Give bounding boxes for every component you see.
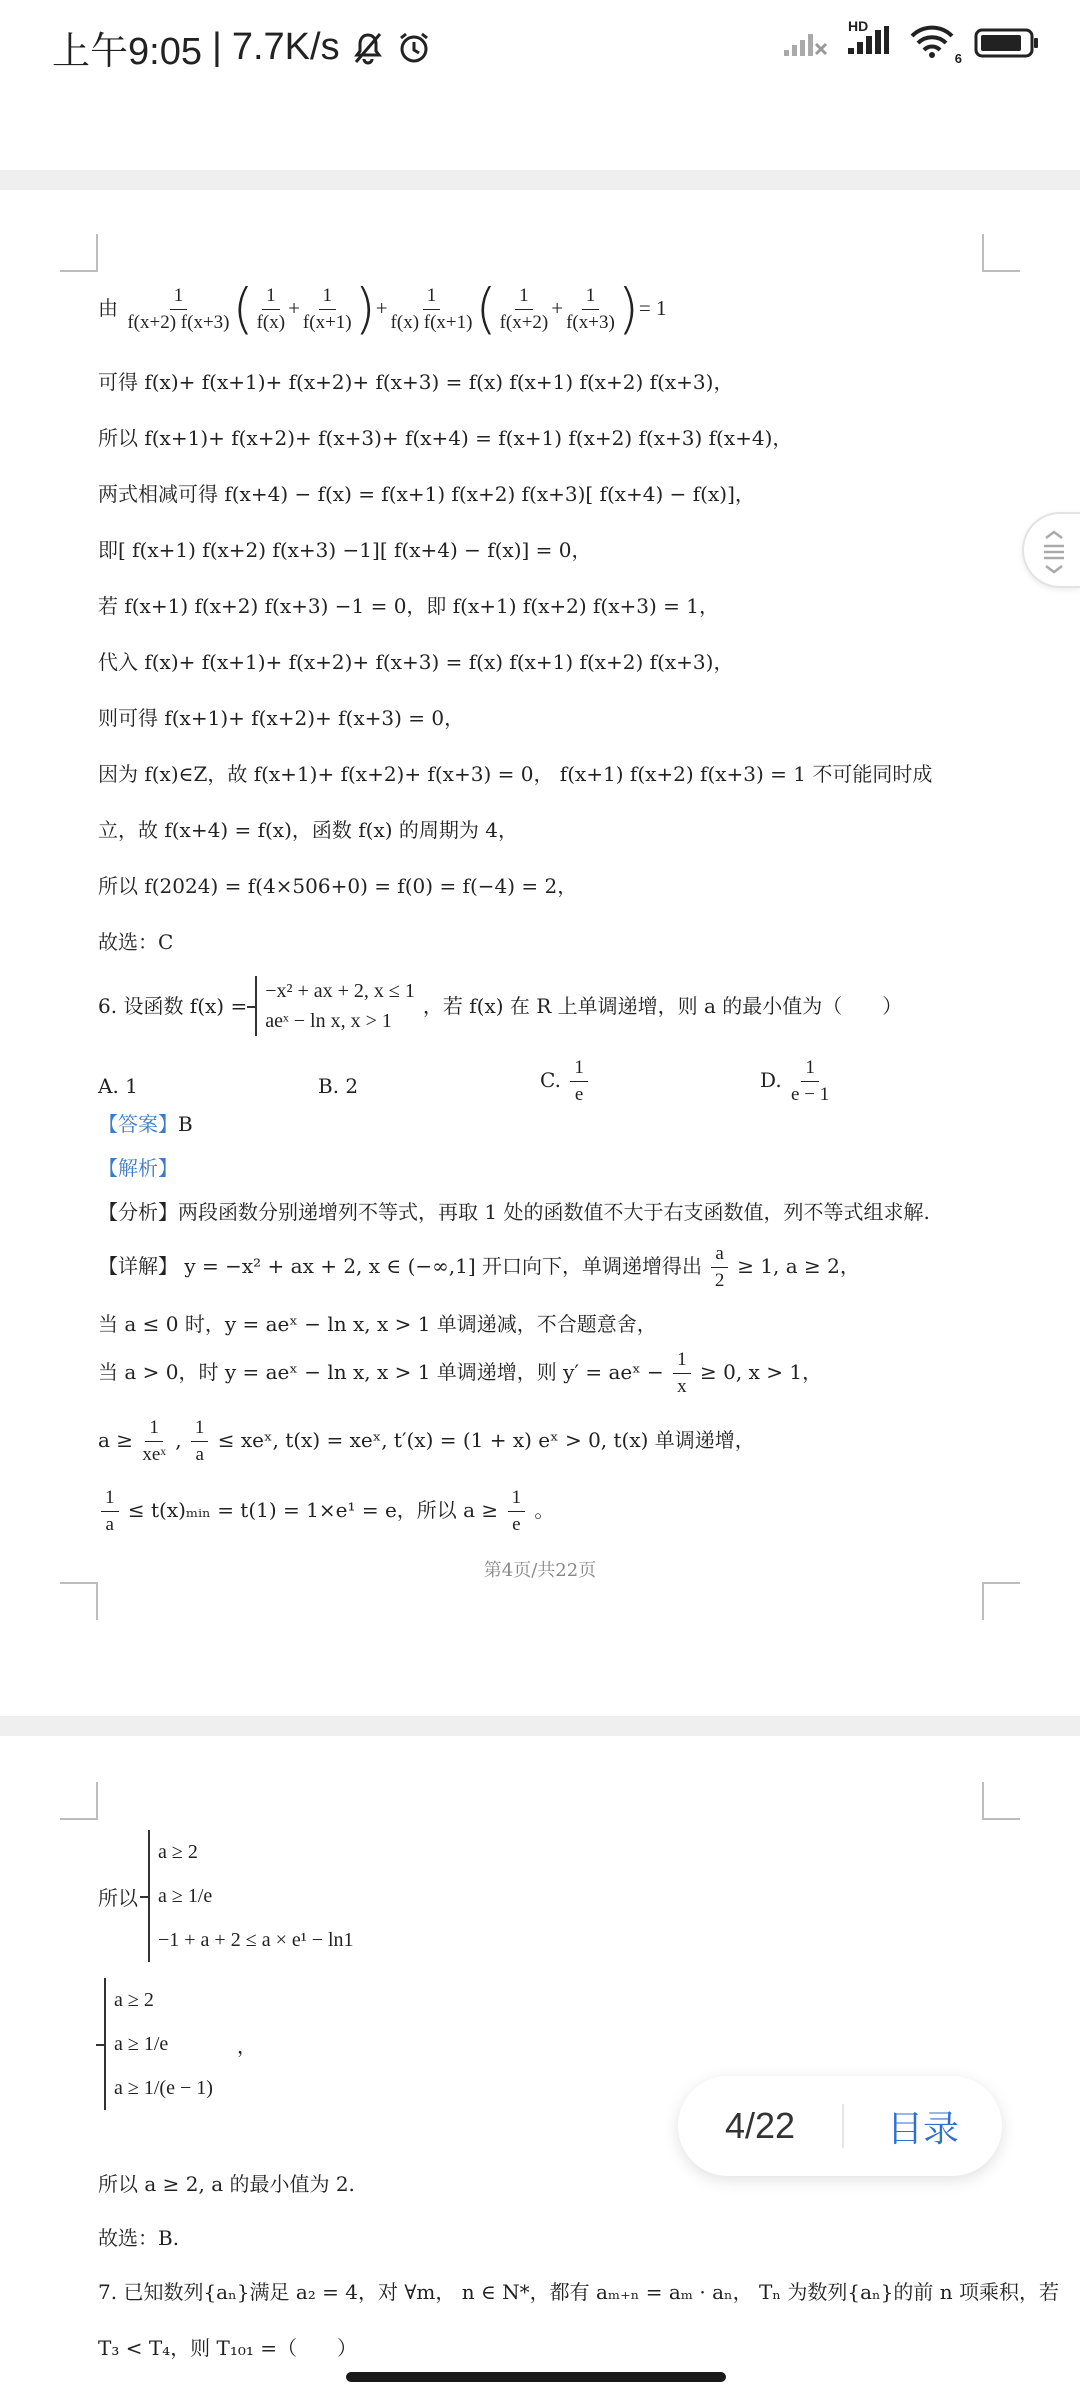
option-b: B. 2: [318, 1074, 359, 1098]
option-c: C. $\frac{1}{e}$: [540, 1052, 591, 1108]
analysis-tag: 【解析】: [98, 1156, 178, 1180]
signal-hd-group: [846, 18, 890, 60]
option-a: A. 1: [98, 1074, 138, 1098]
page-footer-number: 第4页/共22页: [483, 1560, 597, 1581]
piecewise-cases: −x² + ax + 2, x ≤ 1 aeˣ − ln x, x > 1: [255, 976, 415, 1036]
text-line: 代入 f(x)+ f(x+1)+ f(x+2)+ f(x+3) = f(x) f(x+1) f(x+2) f(x+3)，: [98, 650, 734, 674]
question-7: 7. 已知数列{aₙ}满足 a₂ = 4，对 ∀m， n ∈ N*，都有 aₘ₊ₙ = aₘ · aₙ， Tₙ 为数列{aₙ}的前 n 项乘积，若: [98, 2280, 1060, 2304]
text-line: 则可得 f(x+1)+ f(x+2)+ f(x+3) = 0，: [98, 706, 465, 730]
wifi-icon: [908, 24, 956, 58]
alarm-icon: [396, 30, 432, 66]
fraction: $\frac{1}{f(x+2) f(x+3)}$: [127, 285, 230, 333]
page-corner-mark: [982, 234, 1020, 272]
text-line: 立，故 f(x+4) = f(x)，函数 f(x) 的周期为 4，: [98, 818, 518, 842]
battery-icon: [974, 27, 1040, 59]
detail-line: 【详解】 y = −x² + ax + 2, x ∈ (−∞,1] 开口向下，单调递增得出 $\frac{a}{2}$ ≥ 1, a ≥ 2，: [98, 1243, 860, 1291]
text-line: 因为 f(x)∈Z，故 f(x+1)+ f(x+2)+ f(x+3) = 0， f(x+1) f(x+2) f(x+3) = 1 不可能同时成: [98, 762, 933, 786]
home-indicator[interactable]: [346, 2372, 726, 2382]
fraction: $\frac{1}{f(x)}$: [256, 285, 286, 333]
choice-line: 故选：B.: [98, 2226, 180, 2250]
page-count: 4/22: [724, 2105, 796, 2146]
inequality-system-2: a ≥ 2 a ≥ 1/e a ≥ 1/(e − 1) ，: [104, 1978, 257, 2110]
analysis-summary: 【分析】两段函数分别递增列不等式，再取 1 处的函数值不大于右支函数值，列不等式组求解.: [98, 1200, 930, 1224]
toc-button[interactable]: 目录: [886, 2108, 959, 2150]
text-line: 所以 f(x+1)+ f(x+2)+ f(x+3)+ f(x+4) = f(x+1) f(x+2) f(x+3) f(x+4)，: [98, 426, 793, 450]
wifi-group: [908, 24, 962, 66]
status-left: [52, 20, 432, 75]
page-corner-mark: [60, 1582, 98, 1620]
status-time: 上午9:05: [52, 31, 202, 73]
drag-handle-icon: [1034, 522, 1074, 582]
status-separator: |: [211, 26, 222, 68]
text-line: $\frac{1}{a}$ ≤ t(x)ₘᵢₙ = t(1) = 1×e¹ = e，所以 a ≥ $\frac{1}{e}$ 。: [98, 1478, 554, 1542]
text-line: 两式相减可得 f(x+4) − f(x) = f(x+1) f(x+2) f(x+3)[ f(x+4) − f(x)]，: [98, 482, 755, 506]
page-indicator: [678, 2076, 1002, 2176]
text-line: 当 a ≤ 0 时，y = aeˣ − ln x, x > 1 单调递减，不合题意舍，: [98, 1312, 657, 1336]
bell-muted-icon: [350, 30, 386, 66]
answer-line: [98, 1108, 193, 1140]
page-corner-mark: [982, 1582, 1020, 1620]
conclusion-line: 所以 a ≥ 2, a 的最小值为 2.: [98, 2172, 355, 2196]
document-page-4: [0, 190, 1080, 1716]
fraction: $\frac{1}{f(x+1)}$: [302, 285, 352, 333]
answer-tag: 【答案】: [98, 1112, 178, 1136]
text-line: 当 a > 0，时 y = aeˣ − ln x, x > 1 单调递增，则 y′ = aeˣ − $\frac{1}{x}$ ≥ 0, x > 1，: [98, 1349, 823, 1397]
page-corner-mark: [60, 1782, 98, 1820]
wifi-version: 6: [954, 51, 962, 66]
text-line: 故选：C: [98, 930, 174, 954]
text-line: 若 f(x+1) f(x+2) f(x+3) −1 = 0，即 f(x+1) f(x+2) f(x+3) = 1，: [98, 594, 719, 618]
page-gap: [0, 1716, 1080, 1736]
page-corner-mark: [982, 1782, 1020, 1820]
status-net-speed: 7.7K/s: [231, 26, 340, 68]
text-line: 可得 f(x)+ f(x+1)+ f(x+2)+ f(x+3) = f(x) f(x+1) f(x+2) f(x+3)，: [98, 370, 734, 394]
text-line: 即[ f(x+1) f(x+2) f(x+3) −1][ f(x+4) − f(x)] = 0，: [98, 538, 592, 562]
fraction: $\frac{1}{f(x) f(x+1)}$: [390, 285, 473, 333]
text-line: a ≥ $\frac{1}{\text{xeˣ}}$ , $\frac{1}{a}$ ≤ xeˣ, t(x) = xeˣ, t′(x) = (1 + x) eˣ > 0, t(x) 单调递增，: [98, 1417, 755, 1465]
signal-off-icon: [782, 28, 828, 58]
answer-value: B: [178, 1112, 193, 1136]
question-6: 6. 设函数 f(x) = −x² + ax + 2, x ≤ 1 aeˣ − ln x, x > 1 ，若 f(x) 在 R 上单调递增，则 a 的最小值为（ ）: [98, 974, 902, 1038]
fraction: $\frac{1}{f(x+3)}$: [566, 285, 615, 333]
hd-label: HD: [848, 18, 869, 34]
text-line: 所以 f(2024) = f(4×506+0) = f(0) = f(−4) = 2，: [98, 874, 578, 898]
status-bar: [0, 0, 1080, 170]
equation-line-1: 由 $\frac{1}{f(x+2) f(x+3)}$ ( $\frac{1}{f(x)}$ + $\frac{1}{f(x+1)}$ )+ $\frac{1}{f(x) f(x+1)}$ ( $\frac{1}{f(x+2)}$ + $\frac{1}{f(x+3)}$ )= 1: [98, 277, 667, 341]
page-gap: [0, 170, 1080, 190]
fraction: $\frac{1}{f(x+2)}$: [499, 285, 549, 333]
inequality-system-1: 所以 a ≥ 2 a ≥ 1/e −1 + a + 2 ≤ a × e¹ − ln1: [98, 1830, 354, 1962]
question-7-cont: T₃ < T₄，则 T₁₀₁ =（ ）: [98, 2336, 358, 2360]
page-corner-mark: [60, 234, 98, 272]
status-right: [782, 18, 1040, 66]
option-d: D. $\frac{1}{e - 1}$: [760, 1057, 830, 1105]
document-page-5: [0, 1736, 1080, 2400]
